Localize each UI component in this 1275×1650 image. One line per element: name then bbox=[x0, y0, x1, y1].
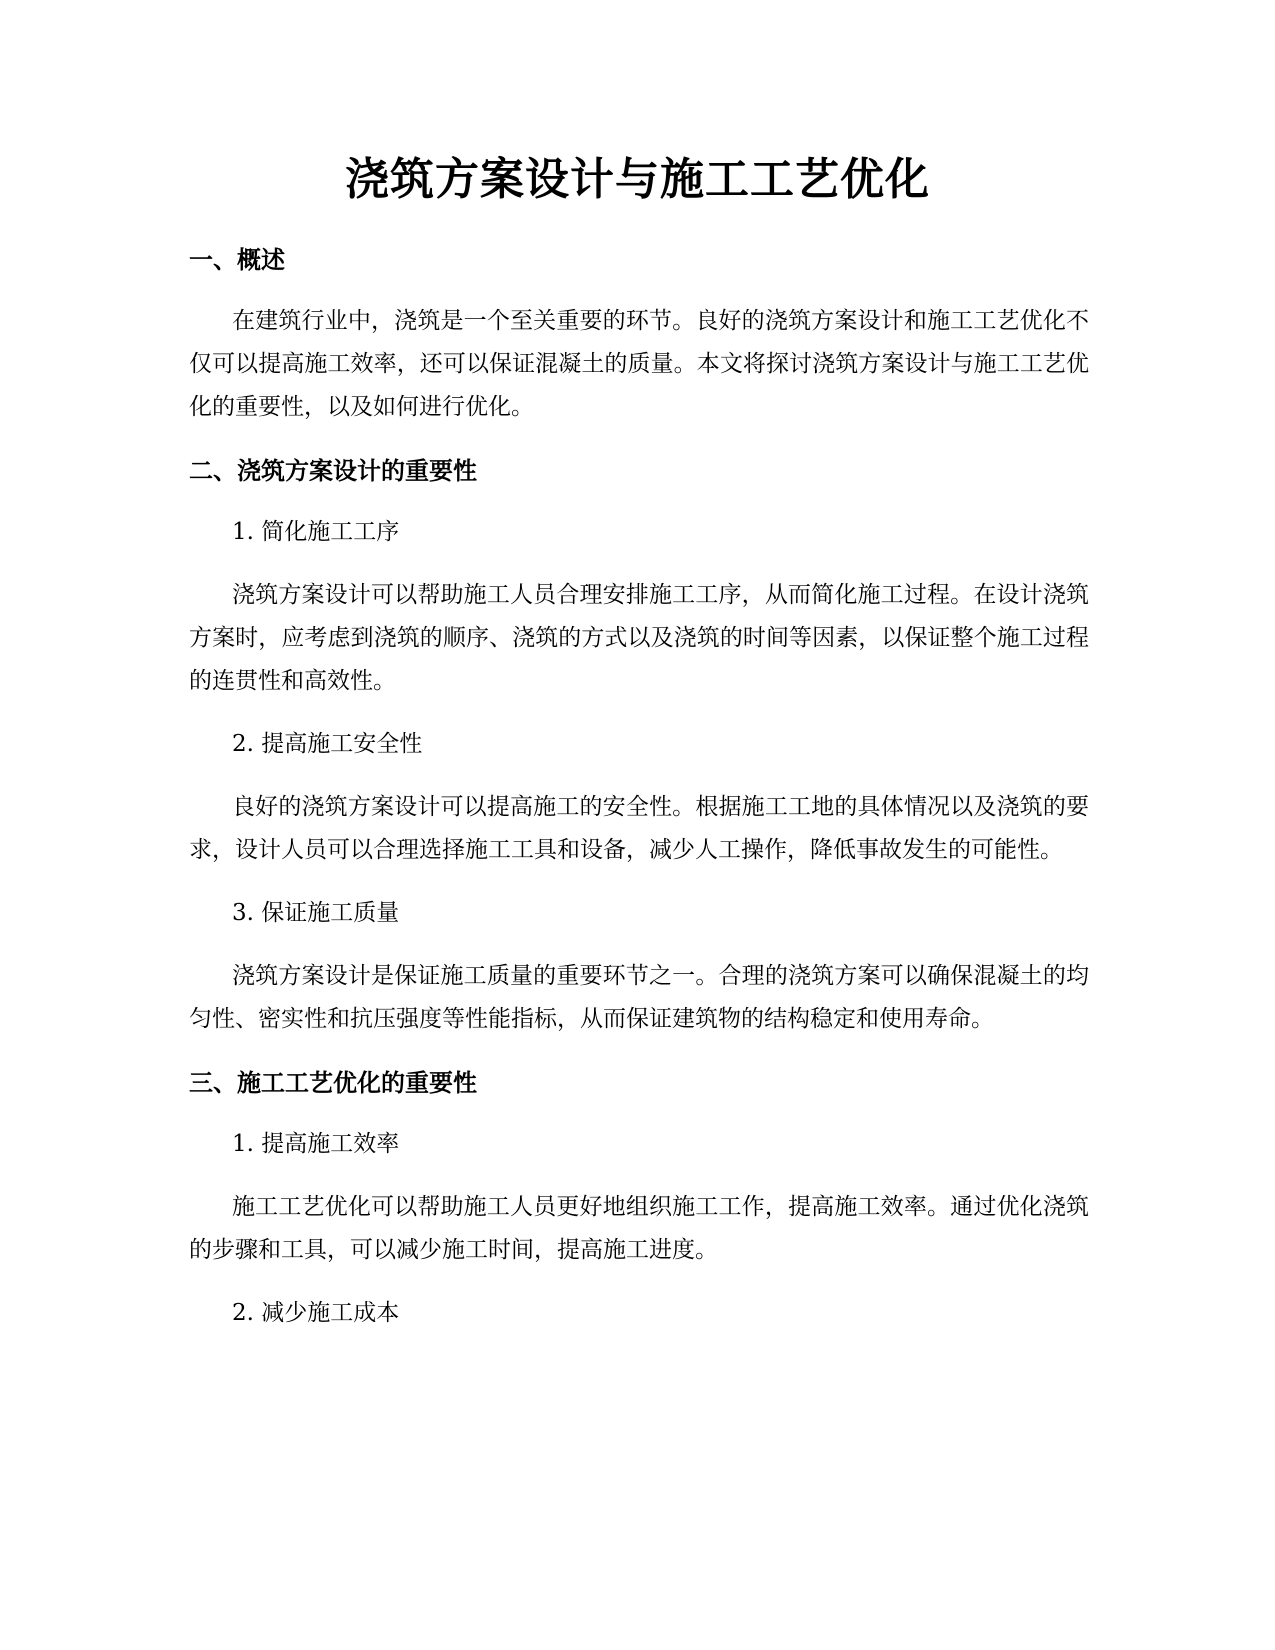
item-label-improve-safety: 2. 提高施工安全性 bbox=[232, 731, 423, 757]
document-title: 浇筑方案设计与施工工艺优化 bbox=[345, 154, 930, 205]
item-label-reduce-cost: 2. 减少施工成本 bbox=[232, 1300, 400, 1326]
item-paragraph-ensure-quality: 浇筑方案设计是保证施工质量的重要环节之一。合理的浇筑方案可以确保混凝土的均匀性、密实性和抗压强度等性能指标，从而保证建筑物的结构稳定和使用寿命。 bbox=[189, 963, 1089, 1032]
section-heading-design-importance: 二、浇筑方案设计的重要性 bbox=[189, 457, 477, 485]
item-paragraph-improve-efficiency: 施工工艺优化可以帮助施工人员更好地组织施工工作，提高施工效率。通过优化浇筑的步骤和工具，可以减少施工时间，提高施工进度。 bbox=[189, 1194, 1089, 1263]
overview-paragraph: 在建筑行业中，浇筑是一个至关重要的环节。良好的浇筑方案设计和施工工艺优化不仅可以提高施工效率，还可以保证混凝土的质量。本文将探讨浇筑方案设计与施工工艺优化的重要性，以及如何进行优化。 bbox=[189, 308, 1089, 420]
section-heading-process-optimization: 三、施工工艺优化的重要性 bbox=[189, 1069, 477, 1097]
item-paragraph-simplify-process: 浇筑方案设计可以帮助施工人员合理安排施工工序，从而简化施工过程。在设计浇筑方案时，应考虑到浇筑的顺序、浇筑的方式以及浇筑的时间等因素，以保证整个施工过程的连贯性和高效性。 bbox=[189, 582, 1089, 694]
item-label-improve-efficiency: 1. 提高施工效率 bbox=[232, 1131, 400, 1157]
document-body bbox=[189, 240, 1089, 1335]
section-heading-overview: 一、概述 bbox=[189, 246, 285, 274]
item-label-ensure-quality: 3. 保证施工质量 bbox=[232, 900, 400, 926]
item-paragraph-improve-safety: 良好的浇筑方案设计可以提高施工的安全性。根据施工工地的具体情况以及浇筑的要求，设计人员可以合理选择施工工具和设备，减少人工操作，降低事故发生的可能性。 bbox=[189, 794, 1089, 863]
item-label-simplify-process: 1. 简化施工工序 bbox=[232, 519, 400, 545]
